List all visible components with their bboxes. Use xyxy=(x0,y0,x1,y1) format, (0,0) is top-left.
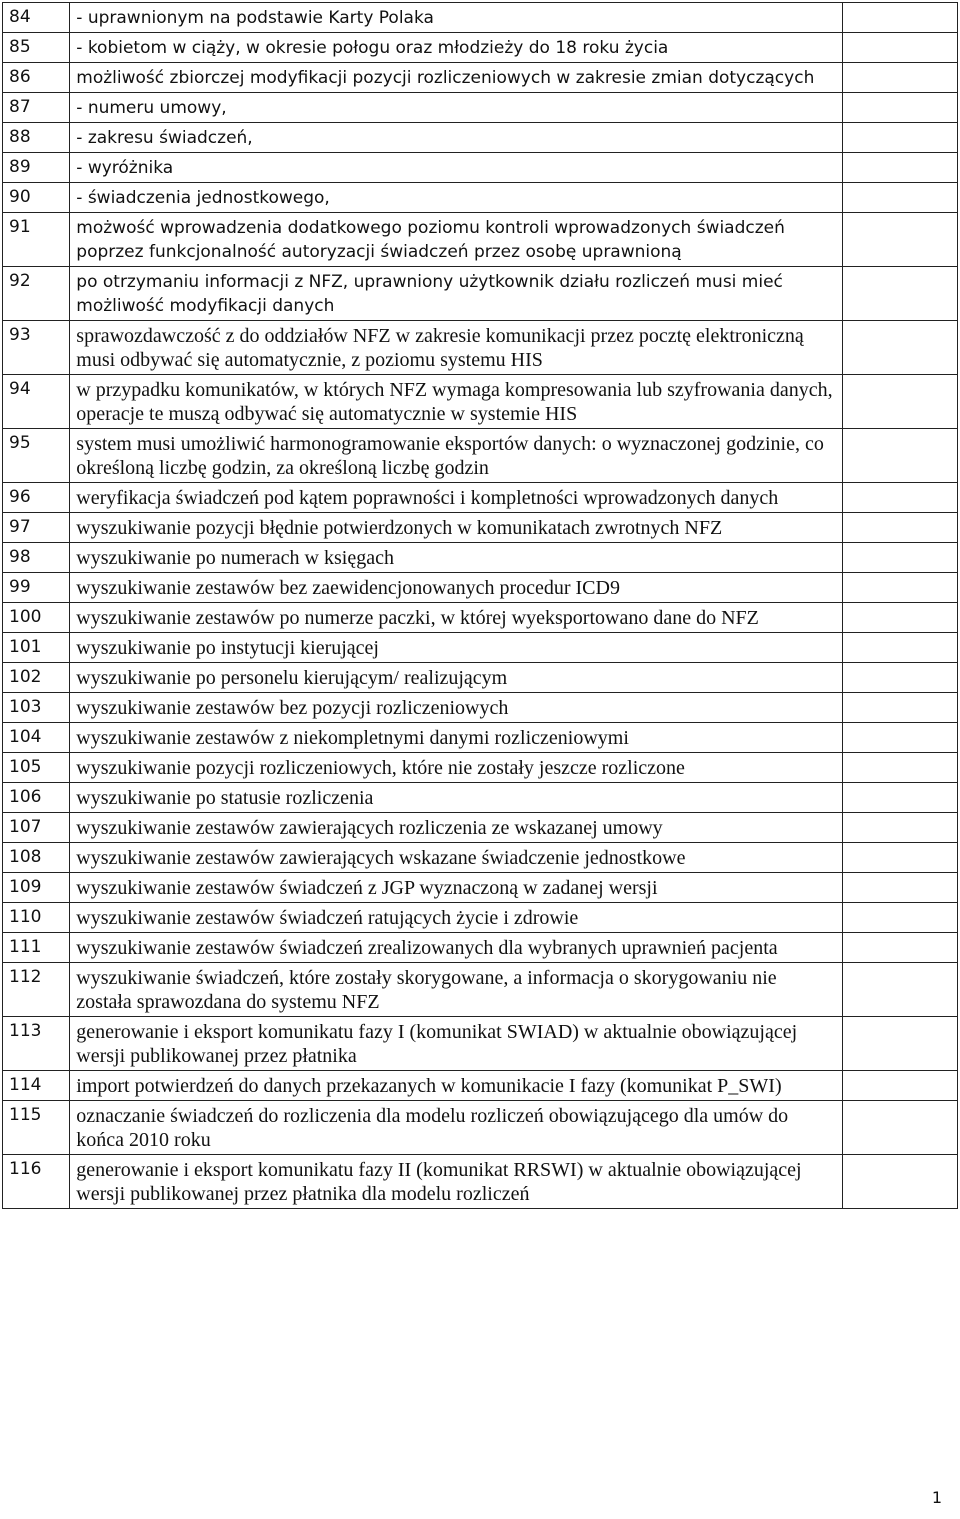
row-empty-cell xyxy=(842,933,957,963)
table-row xyxy=(3,429,958,483)
row-description: - świadczenia jednostkowego, xyxy=(70,183,842,213)
row-description: generowanie i eksport komunikatu fazy I (komunikat SWIAD) w aktualnie obowiązującej wersji publikowanej przez płatnika xyxy=(70,1017,842,1071)
table-row xyxy=(3,321,958,375)
row-empty-cell xyxy=(842,153,957,183)
table-row xyxy=(3,843,958,873)
row-empty-cell xyxy=(842,93,957,123)
row-number: 97 xyxy=(3,513,70,543)
table-row xyxy=(3,633,958,663)
row-empty-cell xyxy=(842,543,957,573)
page-number: 1 xyxy=(931,1488,942,1507)
row-empty-cell xyxy=(842,1101,957,1155)
table-row xyxy=(3,63,958,93)
row-description: system musi umożliwić harmonogramowanie eksportów danych: o wyznaczonej godzinie, co określoną liczbę godzin, za określoną liczbę godzin xyxy=(70,429,842,483)
table-row xyxy=(3,513,958,543)
row-empty-cell xyxy=(842,723,957,753)
row-number: 113 xyxy=(3,1017,70,1071)
row-number: 103 xyxy=(3,693,70,723)
row-description: w przypadku komunikatów, w których NFZ wymaga kompresowania lub szyfrowania danych, operacje te muszą odbywać się automatycznie w systemie HIS xyxy=(70,375,842,429)
table-row xyxy=(3,1071,958,1101)
row-number: 84 xyxy=(3,3,70,33)
row-description: - zakresu świadczeń, xyxy=(70,123,842,153)
row-description: - numeru umowy, xyxy=(70,93,842,123)
row-description: wyszukiwanie po instytucji kierującej xyxy=(70,633,842,663)
row-description: wyszukiwanie zestawów z niekompletnymi danymi rozliczeniowymi xyxy=(70,723,842,753)
row-number: 96 xyxy=(3,483,70,513)
row-empty-cell xyxy=(842,375,957,429)
row-description: wyszukiwanie świadczeń, które zostały skorygowane, a informacja o skorygowaniu nie została sprawozdana do systemu NFZ xyxy=(70,963,842,1017)
table-row xyxy=(3,663,958,693)
row-description: wyszukiwanie zestawów bez pozycji rozliczeniowych xyxy=(70,693,842,723)
row-description: import potwierdzeń do danych przekazanych w komunikacie I fazy (komunikat P_SWI) xyxy=(70,1071,842,1101)
row-empty-cell xyxy=(842,663,957,693)
row-number: 101 xyxy=(3,633,70,663)
row-number: 107 xyxy=(3,813,70,843)
row-number: 86 xyxy=(3,63,70,93)
row-number: 111 xyxy=(3,933,70,963)
table-row xyxy=(3,483,958,513)
row-number: 115 xyxy=(3,1101,70,1155)
table-row xyxy=(3,1017,958,1071)
row-description: - kobietom w ciąży, w okresie połogu oraz młodzieży do 18 roku życia xyxy=(70,33,842,63)
row-empty-cell xyxy=(842,513,957,543)
row-empty-cell xyxy=(842,633,957,663)
row-number: 105 xyxy=(3,753,70,783)
row-description: wyszukiwanie zestawów po numerze paczki, w której wyeksportowano dane do NFZ xyxy=(70,603,842,633)
row-empty-cell xyxy=(842,429,957,483)
row-description: wyszukiwanie zestawów świadczeń z JGP wyznaczoną w zadanej wersji xyxy=(70,873,842,903)
table-row xyxy=(3,375,958,429)
row-empty-cell xyxy=(842,1071,957,1101)
row-description: generowanie i eksport komunikatu fazy II (komunikat RRSWI) w aktualnie obowiązującej wersji publikowanej przez płatnika dla modelu rozliczeń xyxy=(70,1155,842,1209)
row-number: 89 xyxy=(3,153,70,183)
table-row xyxy=(3,933,958,963)
table-row xyxy=(3,213,958,267)
table-row xyxy=(3,963,958,1017)
row-description: - wyróżnika xyxy=(70,153,842,183)
table-row xyxy=(3,183,958,213)
row-empty-cell xyxy=(842,483,957,513)
table-row xyxy=(3,93,958,123)
row-number: 87 xyxy=(3,93,70,123)
row-empty-cell xyxy=(842,63,957,93)
table-row xyxy=(3,603,958,633)
requirements-table xyxy=(2,2,958,1209)
row-number: 100 xyxy=(3,603,70,633)
row-description: weryfikacja świadczeń pod kątem poprawności i kompletności wprowadzonych danych xyxy=(70,483,842,513)
row-number: 110 xyxy=(3,903,70,933)
row-number: 116 xyxy=(3,1155,70,1209)
row-empty-cell xyxy=(842,783,957,813)
row-number: 91 xyxy=(3,213,70,267)
table-row xyxy=(3,267,958,321)
table-row xyxy=(3,873,958,903)
row-description: wyszukiwanie zestawów świadczeń zrealizowanych dla wybranych uprawnień pacjenta xyxy=(70,933,842,963)
row-number: 85 xyxy=(3,33,70,63)
row-description: wyszukiwanie zestawów zawierających wskazane świadczenie jednostkowe xyxy=(70,843,842,873)
row-number: 104 xyxy=(3,723,70,753)
row-description: po otrzymaniu informacji z NFZ, uprawniony użytkownik działu rozliczeń musi mieć możliwość modyfikacji danych xyxy=(70,267,842,321)
row-number: 106 xyxy=(3,783,70,813)
table-row xyxy=(3,3,958,33)
row-description: wyszukiwanie pozycji błędnie potwierdzonych w komunikatach zwrotnych NFZ xyxy=(70,513,842,543)
table-row xyxy=(3,903,958,933)
requirements-table-body xyxy=(3,3,958,1209)
table-row xyxy=(3,813,958,843)
row-empty-cell xyxy=(842,267,957,321)
table-row xyxy=(3,123,958,153)
row-empty-cell xyxy=(842,813,957,843)
row-empty-cell xyxy=(842,123,957,153)
row-empty-cell xyxy=(842,903,957,933)
row-empty-cell xyxy=(842,3,957,33)
row-description: wyszukiwanie zestawów zawierających rozliczenia ze wskazanej umowy xyxy=(70,813,842,843)
row-number: 102 xyxy=(3,663,70,693)
row-description: sprawozdawczość z do oddziałów NFZ w zakresie komunikacji przez pocztę elektroniczną musi odbywać się automatycznie, z poziomu systemu HIS xyxy=(70,321,842,375)
row-empty-cell xyxy=(842,753,957,783)
table-row xyxy=(3,33,958,63)
row-number: 112 xyxy=(3,963,70,1017)
row-empty-cell xyxy=(842,573,957,603)
row-description: wyszukiwanie po statusie rozliczenia xyxy=(70,783,842,813)
row-empty-cell xyxy=(842,693,957,723)
row-empty-cell xyxy=(842,321,957,375)
row-number: 98 xyxy=(3,543,70,573)
row-empty-cell xyxy=(842,33,957,63)
table-row xyxy=(3,153,958,183)
table-row xyxy=(3,1155,958,1209)
table-row xyxy=(3,783,958,813)
row-number: 90 xyxy=(3,183,70,213)
row-description: oznaczanie świadczeń do rozliczenia dla modelu rozliczeń obowiązującego dla umów do końca 2010 roku xyxy=(70,1101,842,1155)
row-description: - uprawnionym na podstawie Karty Polaka xyxy=(70,3,842,33)
row-empty-cell xyxy=(842,183,957,213)
table-row xyxy=(3,543,958,573)
table-row xyxy=(3,1101,958,1155)
row-description: wyszukiwanie po personelu kierującym/ realizującym xyxy=(70,663,842,693)
row-description: wyszukiwanie pozycji rozliczeniowych, które nie zostały jeszcze rozliczone xyxy=(70,753,842,783)
row-number: 109 xyxy=(3,873,70,903)
row-number: 95 xyxy=(3,429,70,483)
table-row xyxy=(3,723,958,753)
row-empty-cell xyxy=(842,1155,957,1209)
row-number: 94 xyxy=(3,375,70,429)
row-empty-cell xyxy=(842,873,957,903)
row-empty-cell xyxy=(842,213,957,267)
row-description: wyszukiwanie zestawów świadczeń ratujących życie i zdrowie xyxy=(70,903,842,933)
row-number: 93 xyxy=(3,321,70,375)
row-empty-cell xyxy=(842,963,957,1017)
row-number: 99 xyxy=(3,573,70,603)
row-description: możwość wprowadzenia dodatkowego poziomu kontroli wprowadzonych świadczeń poprzez funkcjonalność autoryzacji świadczeń przez osobę uprawnioną xyxy=(70,213,842,267)
row-number: 92 xyxy=(3,267,70,321)
row-empty-cell xyxy=(842,1017,957,1071)
row-number: 108 xyxy=(3,843,70,873)
table-row xyxy=(3,573,958,603)
row-description: możliwość zbiorczej modyfikacji pozycji rozliczeniowych w zakresie zmian dotyczących xyxy=(70,63,842,93)
row-description: wyszukiwanie zestawów bez zaewidencjonowanych procedur ICD9 xyxy=(70,573,842,603)
row-number: 88 xyxy=(3,123,70,153)
table-row xyxy=(3,693,958,723)
row-empty-cell xyxy=(842,843,957,873)
row-number: 114 xyxy=(3,1071,70,1101)
row-description: wyszukiwanie po numerach w księgach xyxy=(70,543,842,573)
row-empty-cell xyxy=(842,603,957,633)
table-row xyxy=(3,753,958,783)
